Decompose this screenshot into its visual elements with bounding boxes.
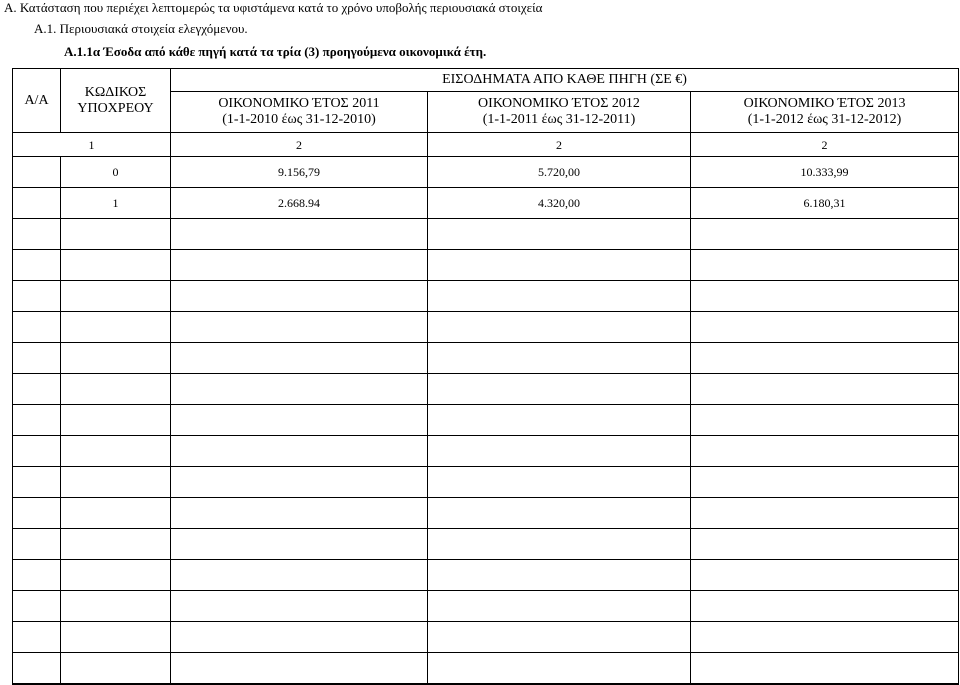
empty-row [13, 684, 959, 685]
empty-row [13, 405, 959, 436]
empty-row [13, 529, 959, 560]
col-header-aa: Α/Α [13, 69, 61, 133]
empty-row [13, 653, 959, 684]
col-header-year-2011: ΟΙΚΟΝΟΜΙΚΟ ΈΤΟΣ 2011 (1-1-2010 έως 31-12-2010) [171, 92, 428, 133]
col-header-code: ΚΩΔΙΚΟΣ ΥΠΟΧΡΕΟΥ [61, 69, 171, 133]
empty-row [13, 281, 959, 312]
empty-row [13, 219, 959, 250]
empty-row [13, 374, 959, 405]
cell-income-2013: 6.180,31 [691, 188, 959, 219]
empty-row [13, 591, 959, 622]
cell-income-2012: 5.720,00 [428, 157, 691, 188]
cell-income-2013: 10.333,99 [691, 157, 959, 188]
empty-row [13, 560, 959, 591]
empty-row [13, 498, 959, 529]
cell-aa [13, 157, 61, 188]
empty-row [13, 312, 959, 343]
section-subsubtitle: Α.1.1α Έσοδα από κάθε πηγή κατά τα τρία (3) προηγούμενα οικονομικά έτη. [64, 44, 487, 59]
empty-row [13, 343, 959, 374]
empty-row [13, 622, 959, 653]
cell-income-2012: 4.320,00 [428, 188, 691, 219]
empty-row [13, 436, 959, 467]
section-subtitle: Α.1. Περιουσιακά στοιχεία ελεγχόμενου. [34, 21, 248, 36]
empty-row [13, 250, 959, 281]
column-number: 2 [428, 133, 691, 157]
column-number: 2 [171, 133, 428, 157]
table-row [13, 188, 959, 219]
col-header-year-2013: ΟΙΚΟΝΟΜΙΚΟ ΈΤΟΣ 2013 (1-1-2012 έως 31-12-2012) [691, 92, 959, 133]
table-row [13, 157, 959, 188]
cell-income-2011: 9.156,79 [171, 157, 428, 188]
section-title: Α. Κατάσταση που περιέχει λεπτομερώς τα υφιστάμενα κατά το χρόνο υποβολής περιουσιακά στοιχεία [4, 0, 543, 15]
cell-code: 1 [61, 188, 171, 219]
group-header-income: ΕΙΣΟΔΗΜΑΤΑ ΑΠΟ ΚΑΘΕ ΠΗΓΗ (ΣΕ €) [171, 69, 959, 92]
column-number: 2 [691, 133, 959, 157]
empty-row [13, 467, 959, 498]
col-header-year-2012: ΟΙΚΟΝΟΜΙΚΟ ΈΤΟΣ 2012 (1-1-2011 έως 31-12-2011) [428, 92, 691, 133]
cell-code: 0 [61, 157, 171, 188]
cell-aa [13, 188, 61, 219]
cell-income-2011: 2.668.94 [171, 188, 428, 219]
income-table [12, 68, 959, 685]
column-number-row [13, 133, 959, 157]
column-number: 1 [13, 133, 171, 157]
